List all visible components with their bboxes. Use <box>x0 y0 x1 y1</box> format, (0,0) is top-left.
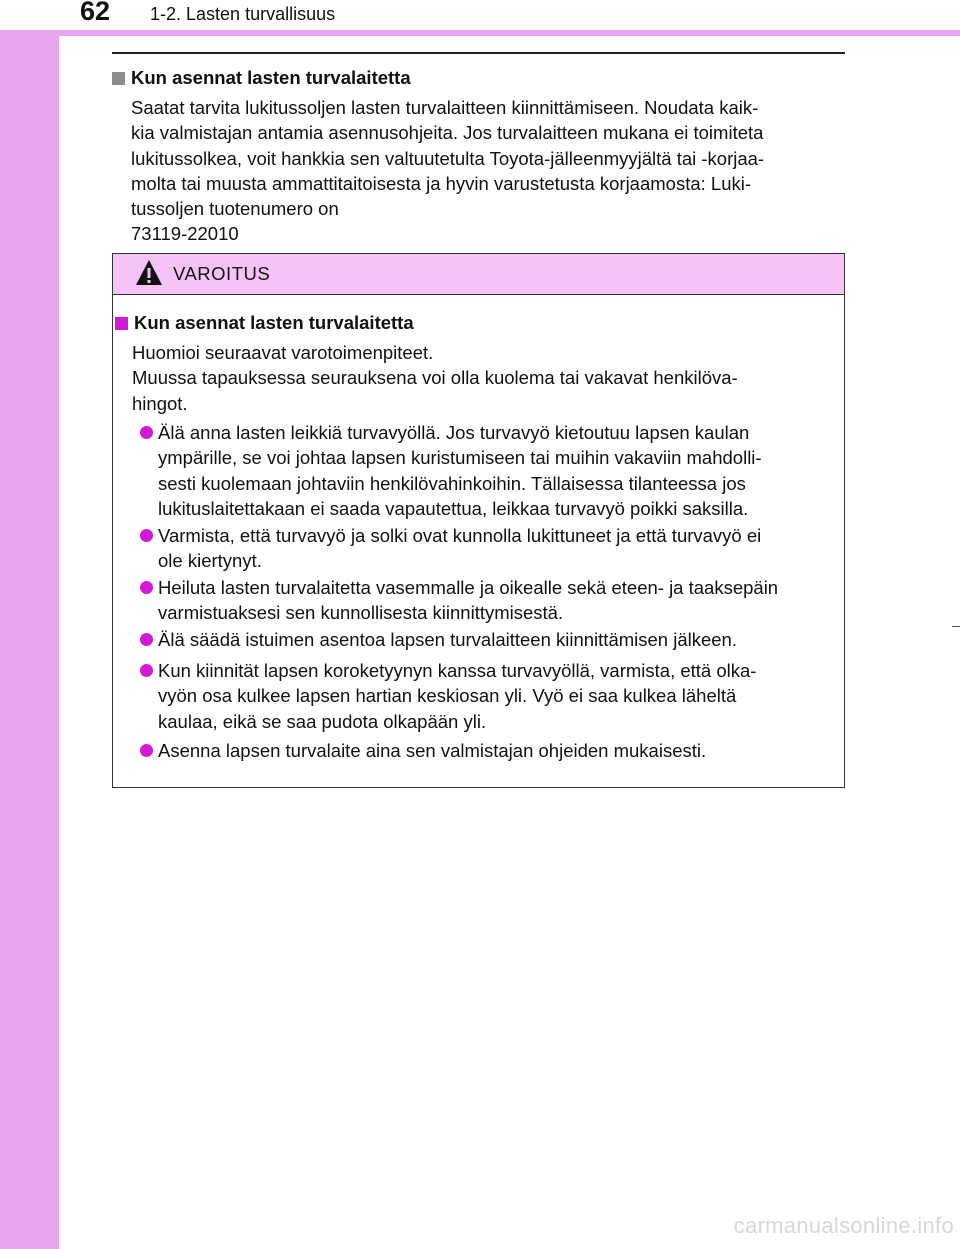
bullet-line: Varmista, että turvavyö ja solki ovat kunnolla lukittuneet ja että turvavyö ei <box>158 525 762 546</box>
bullet-line: Kun kiinnität lapsen koroketyynyn kanssa turvavyöllä, varmista, että olka- <box>158 660 757 681</box>
section-heading-text: Kun asennat lasten turvalaitetta <box>131 67 411 88</box>
bullet-dot-icon <box>140 664 153 677</box>
intro-line: Huomioi seuraavat varotoimenpiteet. <box>132 342 434 363</box>
bullet-dot-icon <box>140 581 153 594</box>
part-number: 73119-22010 <box>131 223 239 245</box>
bullet-dot-icon <box>140 744 153 757</box>
square-bullet-icon <box>112 72 125 85</box>
bullet-dot-icon <box>140 529 153 542</box>
warning-bullet <box>140 575 837 626</box>
section-body <box>131 95 839 247</box>
body-line: kia valmistajan antamia asennusohjeita. Jos turvalaitteen mukana ei toimiteta <box>131 122 764 144</box>
bullet-line: varmistuaksesi sen kunnollisesta kiinnittymisestä. <box>158 602 564 624</box>
section-title: 1-2. Lasten turvallisuus <box>150 4 336 24</box>
warning-header <box>113 254 844 295</box>
bullet-line: ole kiertynyt. <box>158 550 262 572</box>
warning-triangle-icon <box>135 259 163 291</box>
header-band <box>0 0 960 30</box>
bullet-line: Älä anna lasten leikkiä turvavyöllä. Jos turvavyö kietoutuu lapsen kaulan <box>158 422 750 443</box>
warning-bullet <box>140 627 837 652</box>
bullet-line: Älä säädä istuimen asentoa lapsen turvalaitteen kiinnittämisen jälkeen. <box>158 629 737 650</box>
bullet-line: ympärille, se voi johtaa lapsen kuristumiseen tai muihin vakaviin mahdolli- <box>158 447 762 469</box>
warning-bullet <box>140 523 837 574</box>
bullet-line: Asenna lapsen turvalaite aina sen valmistajan ohjeiden mukaisesti. <box>158 740 707 761</box>
warning-title: VAROITUS <box>173 263 271 284</box>
header-accent-line <box>0 30 960 36</box>
bullet-line: lukituslaitettakaan ei saada vapautettua, leikkaa turvavyö poikki saksilla. <box>158 497 749 519</box>
bullet-line: vyön osa kulkee lapsen hartian keskiosan yli. Vyö ei saa kulkea läheltä <box>158 685 737 707</box>
warning-bullet <box>140 420 837 521</box>
warning-bullet <box>140 658 837 734</box>
page-number: 62 <box>80 0 111 26</box>
section-divider <box>112 52 845 54</box>
section-heading <box>112 67 411 89</box>
bullet-dot-icon <box>140 633 153 646</box>
intro-line: Muussa tapauksessa seurauksena voi olla kuolema tai vakavat henkilöva- <box>132 367 738 389</box>
bullet-line: sesti kuolemaan johtaviin henkilövahinkoihin. Tällaisessa tilanteessa jos <box>158 472 746 494</box>
left-margin-strip <box>0 0 59 1249</box>
body-line: tussoljen tuotenumero on <box>131 198 339 220</box>
bullet-line: Heiluta lasten turvalaitetta vasemmalle ja oikealle sekä eteen- ja taaksepäin <box>158 577 779 598</box>
warning-bullet <box>140 738 837 763</box>
body-line: lukitussolkea, voit hankkia sen valtuutetulta Toyota-jälleenmyyjältä tai -korjaa- <box>131 147 765 169</box>
margin-tick <box>952 626 960 627</box>
intro-line: hingot. <box>132 392 188 414</box>
body-line: molta tai muusta ammattitaitoisesta ja hyvin varustetusta korjaamosta: Luki- <box>131 172 752 194</box>
body-line: Saatat tarvita lukitussoljen lasten turvalaitteen kiinnittämiseen. Noudata kaik- <box>131 97 759 118</box>
bullet-dot-icon <box>140 426 153 439</box>
warning-intro <box>132 340 837 416</box>
warning-heading <box>115 312 414 334</box>
warning-box <box>112 253 845 788</box>
warning-heading-text: Kun asennat lasten turvalaitetta <box>134 312 414 333</box>
square-bullet-icon <box>115 317 128 330</box>
watermark: carmanualsonline.info <box>733 1213 954 1238</box>
bullet-line: kaulaa, eikä se saa pudota olkapään yli. <box>158 710 487 732</box>
